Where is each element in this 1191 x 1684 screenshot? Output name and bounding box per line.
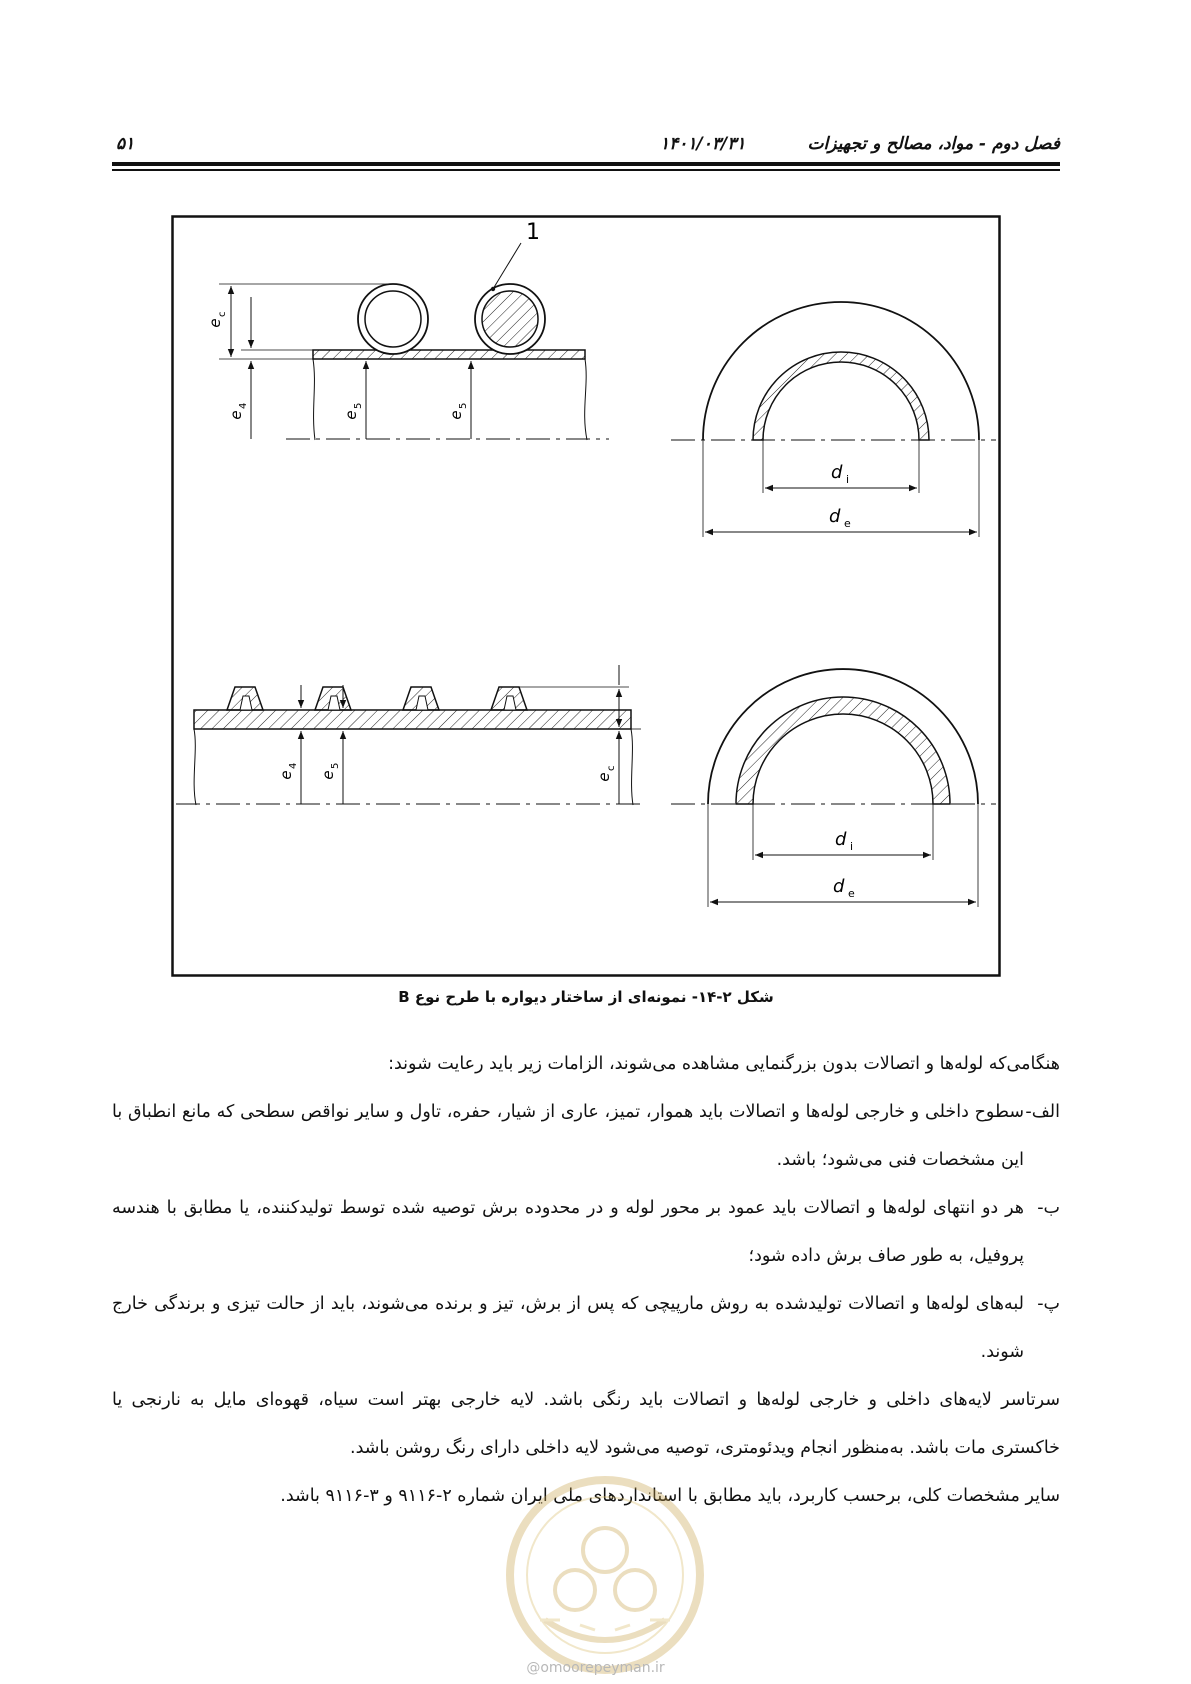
label-ec-bottom-sub: c xyxy=(606,765,617,771)
body-text xyxy=(112,1040,1060,1520)
list-item-text: لبه‌های لوله‌ها و اتصالات تولیدشده به روش مارپیچی که پس از برش، تیز و برنده می‌شوند، باید از حالت تیزی و برندگی خارج شوند. xyxy=(112,1294,1024,1362)
list-item-text: سطوح داخلی و خارجی لوله‌ها و اتصالات باید هموار، تمیز، عاری از شیار، حفره، تاول و سایر نواقص سطحی که مانع انطباق با این مشخصات فنی می‌شود؛ باشد. xyxy=(112,1102,1024,1170)
standards-paragraph: سایر مشخصات کلی، برحسب کاربرد، باید مطابق با استانداردهای ملی ایران شماره ۲-۹۱۱۶ و ۳-۹۱۱۶ باشد. xyxy=(280,1486,1060,1506)
label-e5: e xyxy=(342,410,360,420)
label-di-bottom-sub: i xyxy=(850,840,854,853)
header-rule-thin xyxy=(112,169,1060,171)
page-number: ۵۱ xyxy=(116,134,135,154)
list-item xyxy=(112,1184,1060,1280)
semicircle-section-bottom xyxy=(671,669,996,907)
semicircle-section-top xyxy=(671,302,996,537)
label-ec-bottom: e xyxy=(595,772,613,782)
list-marker: پ- xyxy=(1037,1294,1060,1314)
rib-profile-section xyxy=(176,665,641,805)
color-paragraph: سرتاسر لایه‌های داخلی و خارجی لوله‌ها و اتصالات باید رنگی باشد. لایه خارجی بهتر است سیاه، قهوه‌ای مایل به نارنجی یا خاکستری مات باشد. به‌منظور انجام ویدئومتری، توصیه می‌شود لایه داخلی دارای رنگ روشن باشد. xyxy=(112,1390,1060,1458)
header-date: ۱۴۰۱/۰۳/۳۱ xyxy=(660,134,746,154)
watermark-seal xyxy=(500,1470,710,1680)
label-de-top-sub: e xyxy=(844,517,851,530)
chapter-title: فصل دوم - مواد، مصالح و تجهیزات xyxy=(807,134,1060,154)
label-ec-sub: c xyxy=(217,311,228,317)
label-e4-sub: 4 xyxy=(238,402,249,409)
page-header xyxy=(112,128,1060,164)
callout-number: 1 xyxy=(526,220,540,245)
header-rule-thick xyxy=(112,162,1060,166)
label-di-bottom: d xyxy=(835,829,847,850)
label-e5-bottom-sub: 5 xyxy=(330,762,341,769)
figure-caption: شکل ۲-۱۴- نمونه‌ای از ساختار دیواره با طرح نوع B xyxy=(398,988,774,1006)
list-item xyxy=(112,1280,1060,1376)
intro-paragraph: هنگامی‌که لوله‌ها و اتصالات بدون بزرگنمایی مشاهده می‌شوند، الزامات زیر باید رعایت شوند: xyxy=(388,1054,1060,1074)
label-di-top-sub: i xyxy=(846,473,850,486)
label-e5-bottom: e xyxy=(319,770,337,780)
label-di-top: d xyxy=(831,462,843,483)
label-e5b-sub: 5 xyxy=(458,402,469,409)
tube-profile-section xyxy=(206,220,609,440)
list-marker: الف- xyxy=(1025,1102,1060,1122)
list-item-text: هر دو انتهای لوله‌ها و اتصالات باید عمود بر محور لوله و در محدوده برش توصیه شده توسط تولیدکننده، یا مطابق با هندسه پروفیل، به طور صاف برش داده شود؛ xyxy=(112,1198,1024,1266)
label-e4-bottom-sub: 4 xyxy=(288,762,299,769)
label-e4-bottom: e xyxy=(277,770,295,780)
figure-frame xyxy=(173,217,1000,976)
wall-structure-figure xyxy=(171,215,1001,977)
label-e5b: e xyxy=(447,410,465,420)
label-e4: e xyxy=(227,410,245,420)
label-e5-sub: 5 xyxy=(353,402,364,409)
label-de-top: d xyxy=(829,506,841,527)
label-ec: e xyxy=(206,318,224,328)
label-de-bottom: d xyxy=(833,876,845,897)
watermark-url: @omoorepeyman.ir xyxy=(526,1660,665,1676)
label-de-bottom-sub: e xyxy=(848,887,855,900)
list-marker: ب- xyxy=(1037,1198,1060,1218)
list-item xyxy=(112,1088,1060,1184)
